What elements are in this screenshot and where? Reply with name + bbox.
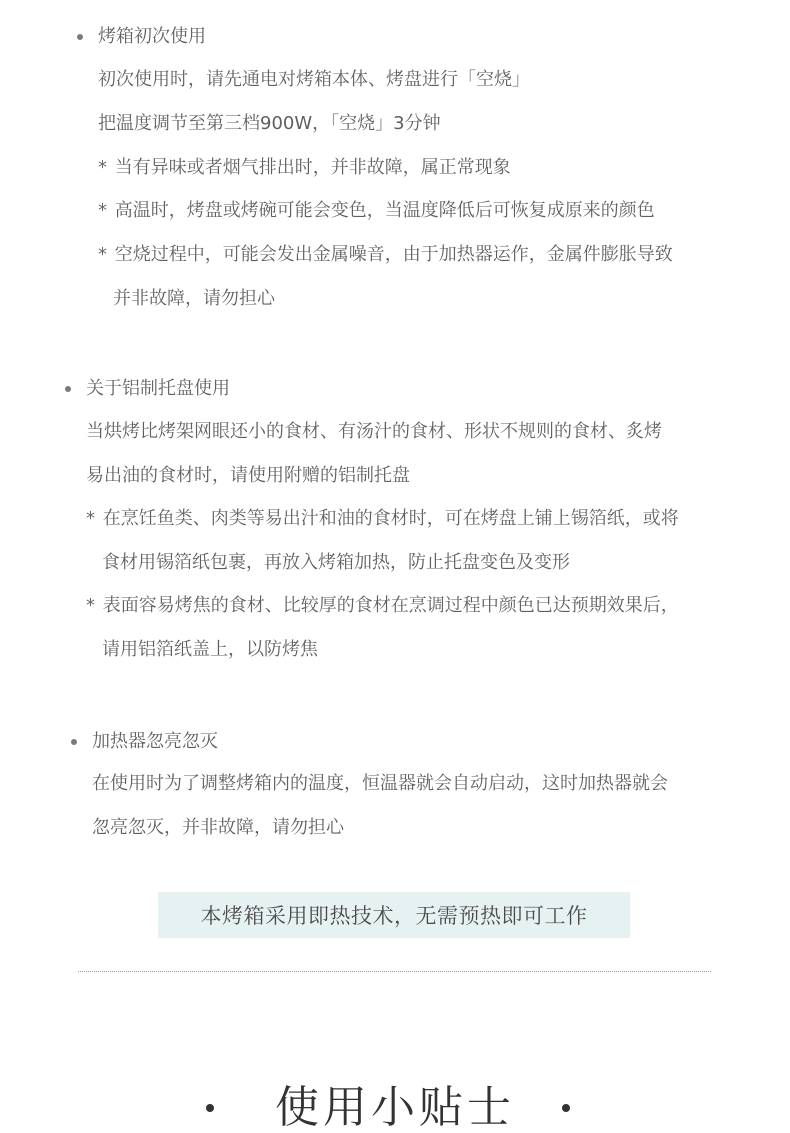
tips-title: 使用小贴士 [275,1082,515,1133]
note-continuation: 食材用锡箔纸包裹，再放入烤箱加热，防止托盘变色及变形 [102,552,570,573]
note-text: 表面容易烤焦的食材、比较厚的食材在烹调过程中颜色已达预期效果后， [102,595,679,616]
body-line: 忽亮忽灭，并非故障，请勿担心 [92,817,344,838]
note-text: 当有异味或者烟气排出时，并非故障，属正常现象 [114,157,511,178]
asterisk-marker: * [98,157,107,178]
section-heading: 关于铝制托盘使用 [86,378,230,399]
dotted-divider [78,971,711,972]
body-line: 初次使用时，请先通电对烤箱本体、烤盘进行「空烧」 [98,69,530,90]
note-line [86,507,679,531]
note-line [98,156,511,180]
note-line [98,243,673,267]
instant-heat-banner: 本烤箱采用即热技术，无需预热即可工作 [158,892,630,938]
note-text: 在烹饪鱼类、肉类等易出汁和油的食材时，可在烤盘上铺上锡箔纸，或将 [102,508,679,529]
bullet-dot [65,386,71,392]
note-text: 空烧过程中，可能会发出金属噪音，由于加热器运作，金属件膨胀导致 [114,244,673,265]
note-continuation: 并非故障，请勿担心 [113,288,275,309]
note-line [98,199,655,223]
asterisk-marker: * [98,244,107,265]
bullet-dot [71,739,77,745]
section-heading: 烤箱初次使用 [98,26,206,47]
asterisk-marker: * [86,508,95,529]
bullet-dot [77,34,83,40]
title-dot-right [562,1104,570,1112]
body-line: 在使用时为了调整烤箱内的温度，恒温器就会自动启动，这时加热器就会 [92,773,668,794]
note-line [86,594,679,618]
body-line: 易出油的食材时，请使用附赠的铝制托盘 [86,465,410,486]
section-heading: 加热器忽亮忽灭 [92,731,218,752]
body-line: 当烘烤比烤架网眼还小的食材、有汤汁的食材、形状不规则的食材、炙烤 [86,421,662,442]
note-text: 高温时，烤盘或烤碗可能会变色，当温度降低后可恢复成原来的颜色 [114,200,655,221]
note-continuation: 请用铝箔纸盖上，以防烤焦 [102,639,318,660]
asterisk-marker: * [86,595,95,616]
body-line: 把温度调节至第三档900W，「空烧」3分钟 [98,113,441,134]
asterisk-marker: * [98,200,107,221]
